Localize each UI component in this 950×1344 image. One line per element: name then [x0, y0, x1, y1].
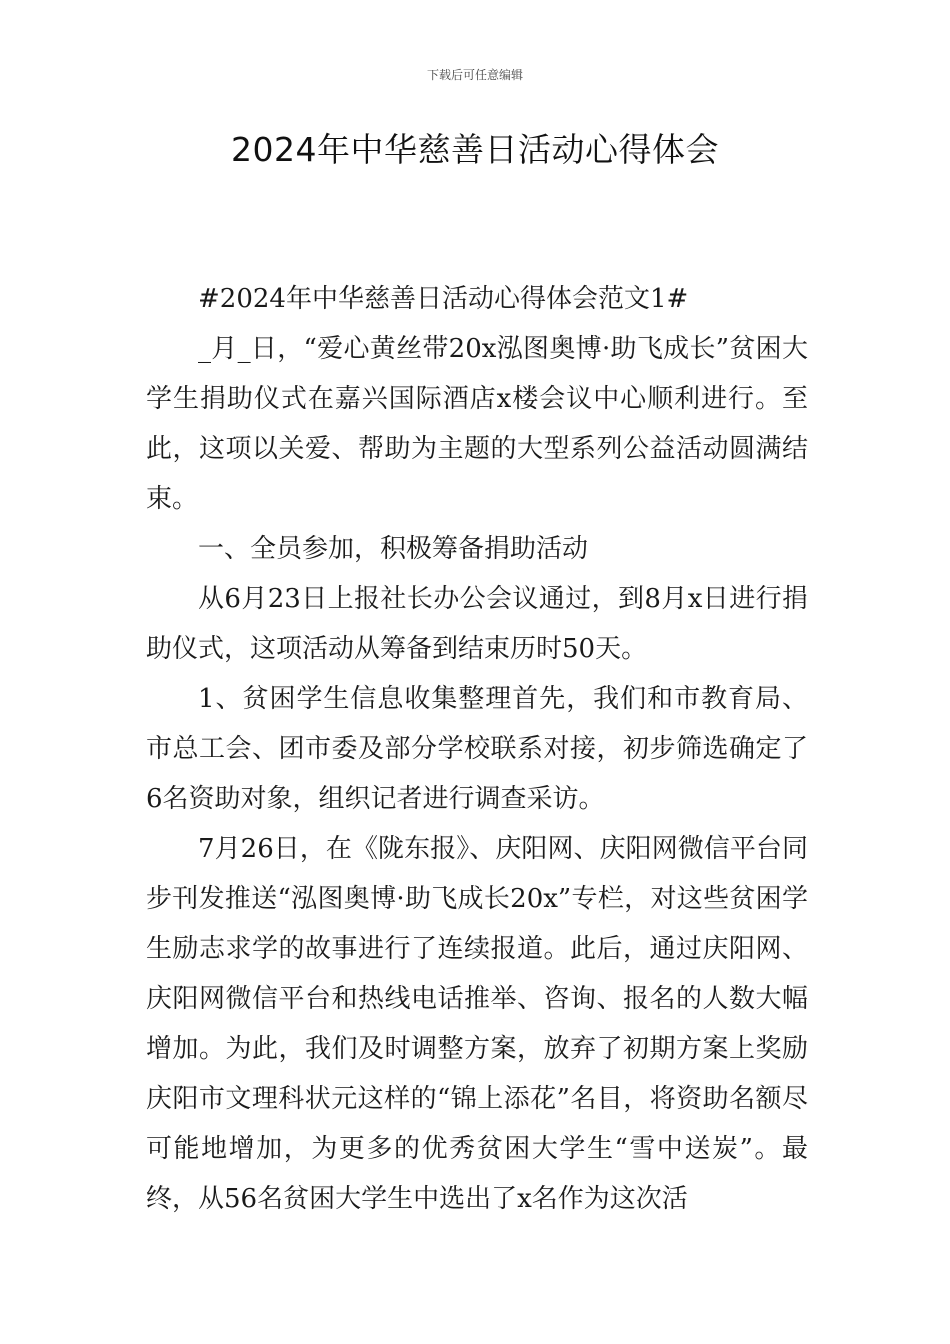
paragraph: _月_日，“爱心黄丝带20x泓图奥博·助飞成长”贫困大学生捐助仪式在嘉兴国际酒店x楼会议中心顺利进行。至此，这项以关爱、帮助为主题的大型系列公益活动圆满结束。 — [146, 334, 808, 514]
document-title: 2024年中华慈善日活动心得体会 — [231, 130, 719, 169]
paragraph-subheading: 一、全员参加，积极筹备捐助活动 — [198, 534, 589, 564]
document-body — [146, 274, 808, 1224]
paragraph-section-heading: #2024年中华慈善日活动心得体会范文1# — [198, 284, 689, 314]
paragraph: 1、贫困学生信息收集整理首先，我们和市教育局、市总工会、团市委及部分学校联系对接，初步筛选确定了6名资助对象，组织记者进行调查采访。 — [146, 684, 808, 814]
header-note: 下载后可任意编辑 — [426, 68, 523, 82]
paragraph: 7月26日，在《陇东报》、庆阳网、庆阳网微信平台同步刊发推送“泓图奥博·助飞成长20x”专栏，对这些贫困学生励志求学的故事进行了连续报道。此后，通过庆阳网、庆阳网微信平台和热线电话推举、咨询、报名的人数大幅增加。为此，我们及时调整方案，放弃了初期方案上奖励庆阳市文理科状元这样的“锦上添花”名目，将资助名额尽可能地增加，为更多的优秀贫困大学生“雪中送炭”。最终，从56名贫困大学生中选出了x名作为这次活 — [146, 834, 808, 1214]
paragraph: 从6月23日上报社长办公会议通过，到8月x日进行捐助仪式，这项活动从筹备到结束历时50天。 — [146, 584, 808, 664]
